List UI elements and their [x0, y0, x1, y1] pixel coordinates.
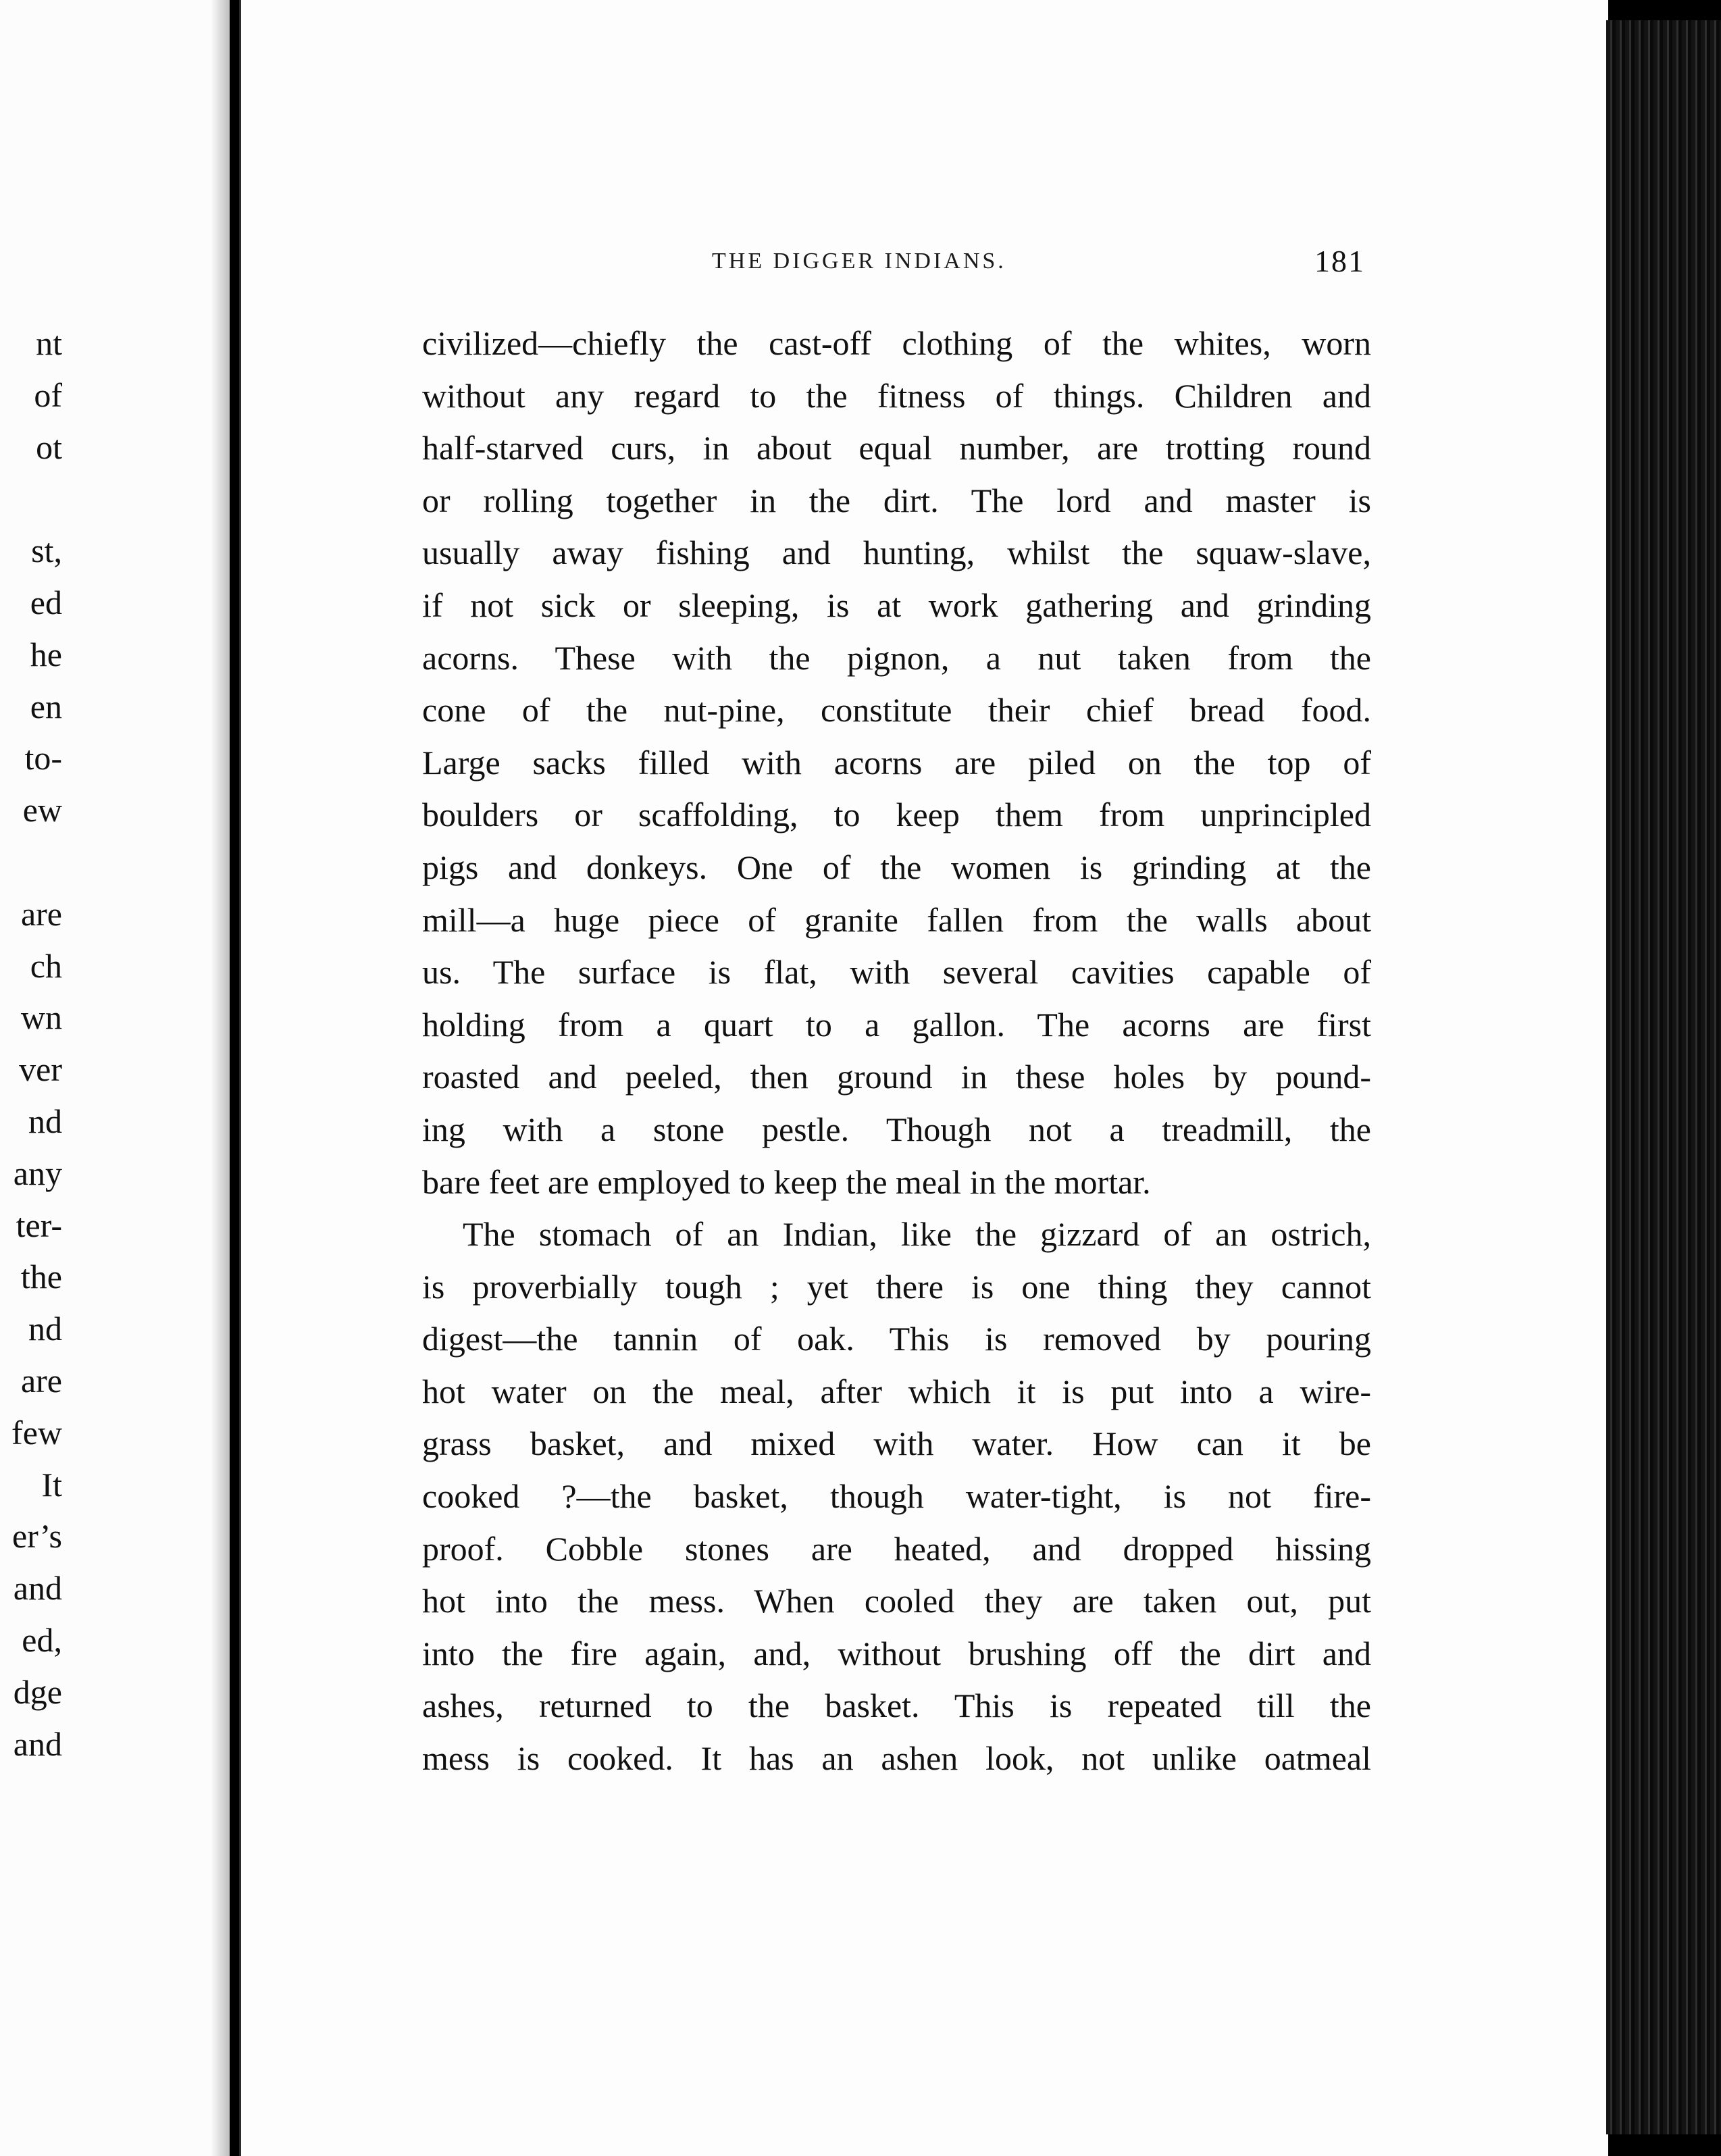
left-line: wn	[20, 998, 62, 1037]
text-line-paragraph-start: The stomach of an Indian, like the gizzard of an ostrich,	[463, 1215, 1371, 1254]
left-line: and	[13, 1724, 62, 1763]
left-line: the	[20, 1258, 62, 1296]
text-line: holding from a quart to a gallon. The acorns are first	[422, 1005, 1371, 1044]
text-line: hot into the mess. When cooled they are taken out, put	[422, 1582, 1371, 1620]
text-line: hot water on the meal, after which it is put into a wire-	[422, 1372, 1371, 1410]
body-text	[422, 317, 1371, 1785]
text-line: digest—the tannin of oak. This is removed by pouring	[422, 1320, 1371, 1358]
left-line: en	[30, 687, 62, 725]
page-number: 181	[1314, 244, 1365, 278]
left-line: any	[13, 1154, 62, 1192]
left-line: few	[11, 1413, 62, 1452]
running-head: THE DIGGER INDIANS.	[712, 249, 1006, 274]
left-line	[0, 836, 62, 888]
text-line: civilized—chiefly the cast-off clothing of the whites, worn	[422, 324, 1371, 362]
text-line: us. The surface is flat, with several cavities capable of	[422, 953, 1371, 992]
left-line: nd	[28, 1310, 62, 1348]
text-line: cooked ?—the basket, though water-tight, is not fire-	[422, 1477, 1371, 1516]
text-line: or rolling together in the dirt. The lord and master is	[422, 481, 1371, 519]
left-line: ver	[19, 1050, 62, 1089]
left-line: It	[41, 1465, 62, 1504]
left-line: st,	[31, 532, 62, 570]
text-line: proof. Cobble stones are heated, and dropped hissing	[422, 1529, 1371, 1568]
text-line: cone of the nut-pine, constitute their chief bread food.	[422, 691, 1371, 729]
left-line: and	[13, 1569, 62, 1608]
binding-gutter	[230, 0, 239, 2156]
text-line: ing with a stone pestle. Though not a treadmill, the	[422, 1110, 1371, 1148]
left-line: are	[20, 1361, 62, 1400]
text-line: usually away fishing and hunting, whilst the squaw-slave,	[422, 534, 1371, 572]
left-line: er’s	[11, 1517, 62, 1556]
text-line: ashes, returned to the basket. This is repeated till the	[422, 1687, 1371, 1725]
left-page-text	[0, 317, 62, 1770]
text-line: pigs and donkeys. One of the women is grinding at the	[422, 848, 1371, 886]
left-line: ed	[30, 583, 62, 621]
text-line: without any regard to the fitness of things. Children and	[422, 376, 1371, 415]
text-line: acorns. These with the pignon, a nut taken from the	[422, 638, 1371, 677]
text-line: half-starved curs, in about equal number, are trotting round	[422, 429, 1371, 467]
left-line: of	[34, 376, 62, 414]
left-line: ot	[36, 428, 62, 466]
left-line: are	[20, 894, 62, 933]
left-page	[0, 0, 232, 2156]
left-line: nt	[36, 324, 62, 362]
text-line: is proverbially tough ; yet there is one thing they cannot	[422, 1267, 1371, 1306]
text-line: into the fire again, and, without brushing off the dirt and	[422, 1634, 1371, 1672]
text-line: grass basket, and mixed with water. How can it be	[422, 1424, 1371, 1463]
left-line: ch	[30, 946, 62, 985]
left-line: ed,	[22, 1620, 62, 1659]
text-line-paragraph-end: bare feet are employed to keep the meal in the mortar.	[422, 1162, 1151, 1201]
left-line	[0, 473, 62, 525]
text-line: roasted and peeled, then ground in these holes by pound-	[422, 1058, 1371, 1096]
text-line: Large sacks filled with acorns are piled on the top of	[422, 743, 1371, 781]
page-edges	[1606, 20, 1721, 2134]
left-line: nd	[28, 1102, 62, 1140]
left-line: ter-	[16, 1206, 62, 1244]
left-line: to-	[24, 739, 62, 777]
left-line: he	[30, 635, 62, 673]
text-line: if not sick or sleeping, is at work gathering and grinding	[422, 586, 1371, 624]
left-line: ew	[22, 791, 62, 829]
left-line: dge	[13, 1672, 62, 1711]
text-line: mill—a huge piece of granite fallen from the walls about	[422, 900, 1371, 939]
text-line: mess is cooked. It has an ashen look, not unlike oatmeal	[422, 1739, 1371, 1778]
text-line: boulders or scaffolding, to keep them from unprincipled	[422, 796, 1371, 834]
